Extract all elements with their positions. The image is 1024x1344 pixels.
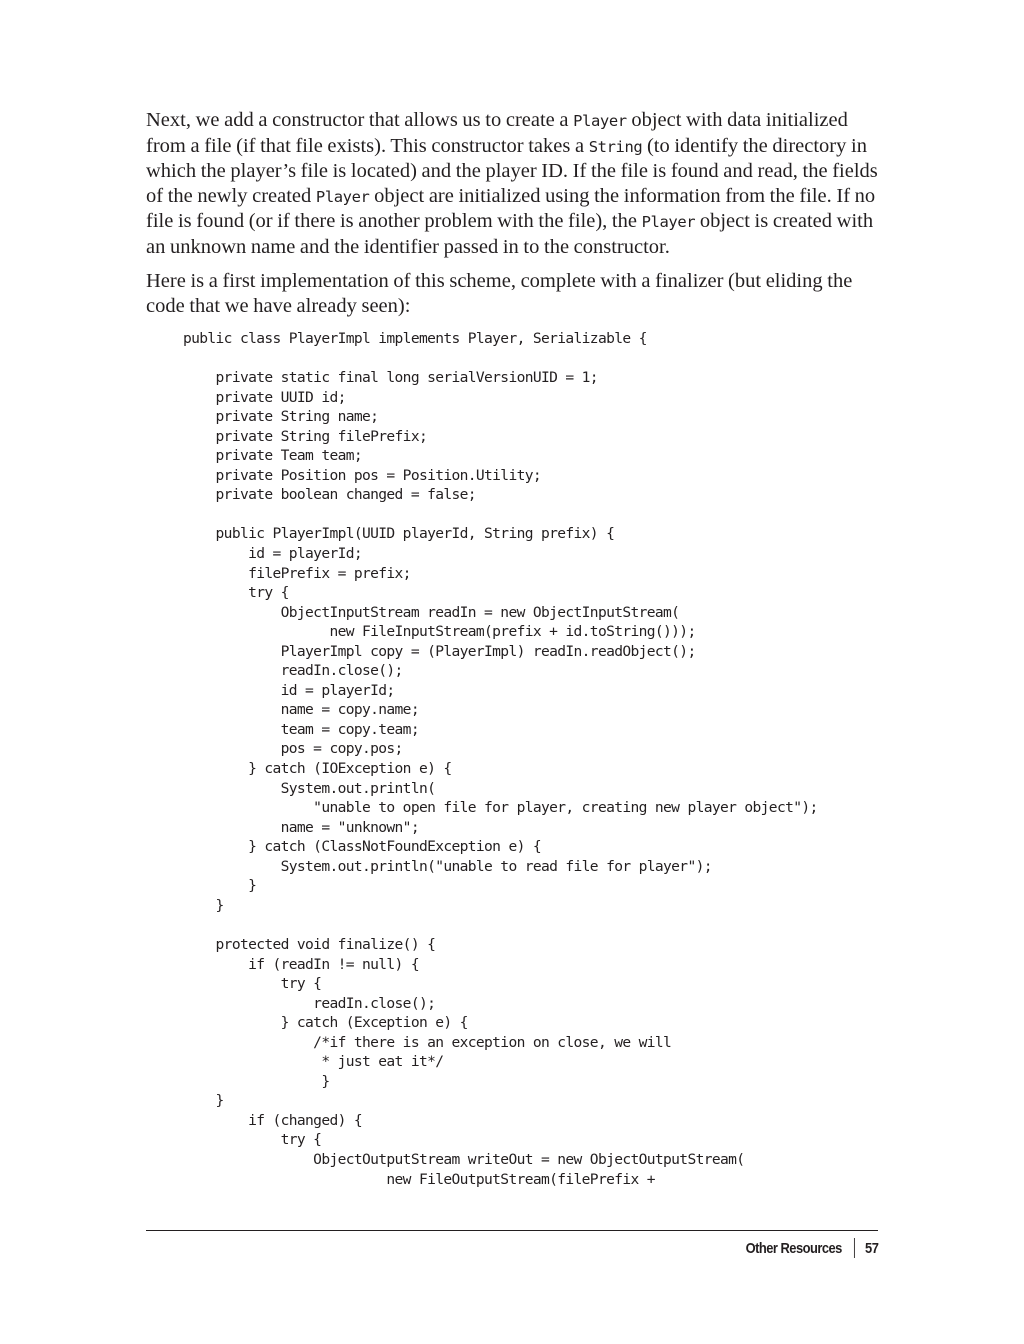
code-line: ObjectOutputStream writeOut = new ObjectOutputStream( [183, 1150, 745, 1168]
code-line: public class PlayerImpl implements Player, Serializable { [183, 330, 647, 347]
code-line [183, 505, 818, 525]
code-line: try { [183, 584, 289, 602]
code-line: /*if there is an exception on close, we will [183, 1033, 672, 1051]
code-line: if (changed) { [183, 1111, 362, 1129]
paragraph-text: Here is a first implementation of this scheme, complete with a finalizer (but eliding the code that we have already seen): [146, 270, 853, 317]
paragraph-text: object with data initialized from a file (if that file exists). This constructor takes a [146, 109, 848, 157]
code-line: } catch (ClassNotFoundException e) { [183, 838, 541, 856]
inline-code: String [588, 137, 643, 156]
code-line: private String filePrefix; [183, 427, 428, 445]
footer-separator [853, 1238, 854, 1258]
code-line: } [183, 1092, 224, 1110]
code-line: } [183, 877, 257, 895]
code-line: try { [183, 1131, 322, 1149]
code-line: new FileInputStream(prefix + id.toString())); [183, 623, 696, 641]
code-line: if (readIn != null) { [183, 955, 419, 973]
code-line: PlayerImpl copy = (PlayerImpl) readIn.readObject(); [183, 642, 696, 660]
code-line: private Position pos = Position.Utility; [183, 466, 541, 484]
paragraph-text: (to identify the directory in which the player’s file is located) and the player ID. If the file is found and read, the fields of the newly created [146, 134, 878, 207]
code-line: } [183, 896, 224, 914]
code-line: name = copy.name; [183, 701, 419, 719]
code-line: filePrefix = prefix; [183, 564, 411, 582]
footer-page-number: 57 [864, 1239, 878, 1257]
paragraph-text: object is created with an unknown name and the identifier passed in to the constructor. [146, 210, 874, 258]
code-line: id = playerId; [183, 545, 362, 563]
code-line: pos = copy.pos; [183, 740, 403, 758]
code-line: id = playerId; [183, 681, 395, 699]
paragraph-text: object are initialized using the information from the file. If no file is found (or if there is another problem with the file), the [146, 184, 876, 232]
code-line: readIn.close(); [183, 994, 436, 1012]
page-body [146, 108, 880, 328]
code-line: private UUID id; [183, 388, 346, 406]
code-line: private Team team; [183, 447, 362, 465]
code-line: new FileOutputStream(filePrefix + [183, 1170, 655, 1188]
inline-code: Player [315, 187, 370, 206]
code-listing [183, 329, 818, 1189]
paragraph-implementation-intro [146, 269, 880, 318]
code-line: name = "unknown"; [183, 818, 419, 836]
code-line: try { [183, 975, 322, 993]
code-line: private boolean changed = false; [183, 486, 476, 504]
paragraph-constructor-intro [146, 108, 880, 259]
inline-code: Player [641, 213, 696, 231]
page-footer [745, 1238, 878, 1258]
code-line [183, 915, 818, 935]
paragraph-text: Next, we add a constructor that allows us to create a [146, 109, 574, 131]
code-line: protected void finalize() { [183, 935, 436, 953]
code-line: * just eat it*/ [183, 1053, 444, 1071]
code-line: ObjectInputStream readIn = new ObjectInputStream( [183, 603, 680, 621]
code-line: readIn.close(); [183, 662, 403, 680]
code-line [183, 349, 818, 369]
code-line: System.out.println("unable to read file for player"); [183, 857, 712, 875]
code-line: System.out.println( [183, 779, 436, 797]
code-line: } catch (Exception e) { [183, 1014, 468, 1032]
inline-code: Player [573, 112, 627, 130]
code-line: } [183, 1072, 330, 1090]
code-line: private static final long serialVersionUID = 1; [183, 369, 598, 387]
code-line: public PlayerImpl(UUID playerId, String prefix) { [183, 525, 615, 543]
code-line: team = copy.team; [183, 720, 419, 738]
footer-rule [146, 1230, 878, 1231]
code-line: "unable to open file for player, creating new player object"); [183, 799, 818, 817]
code-line: private String name; [183, 408, 379, 426]
footer-section-title: Other Resources [745, 1239, 842, 1257]
code-line: } catch (IOException e) { [183, 760, 452, 778]
